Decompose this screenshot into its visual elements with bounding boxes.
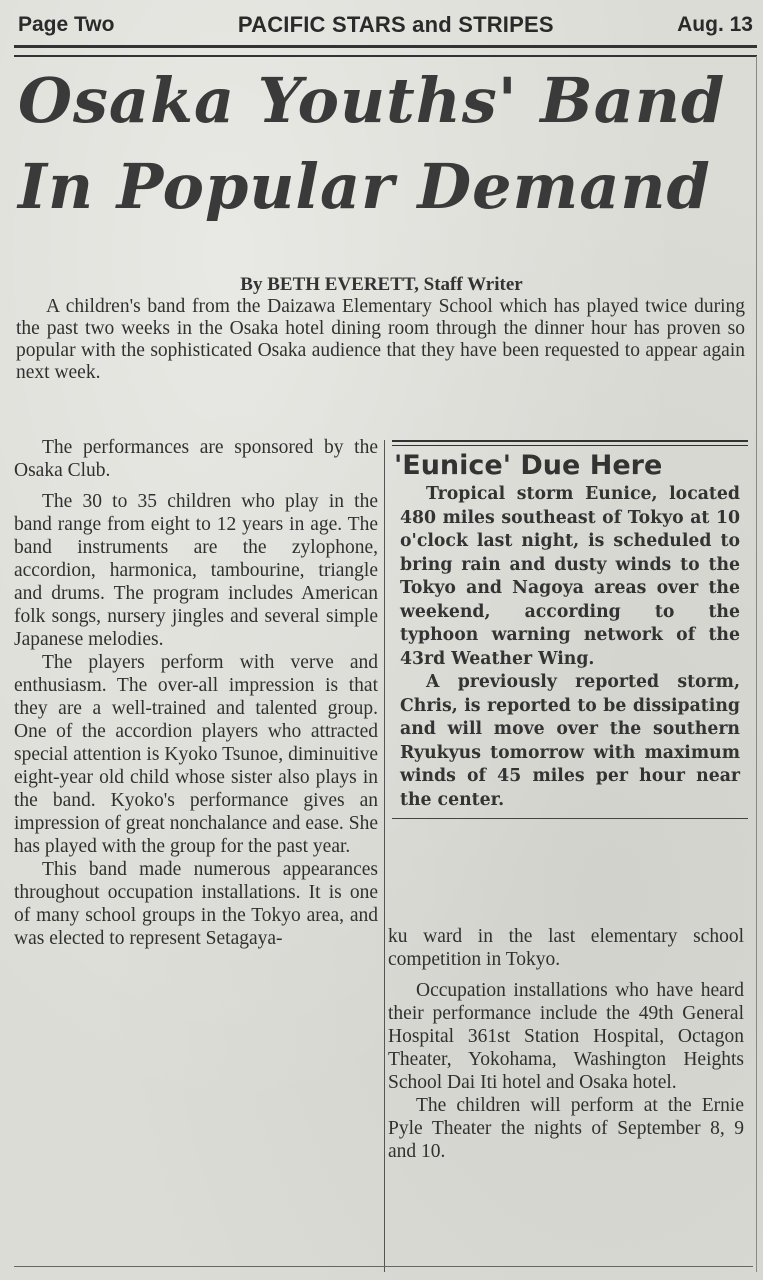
headline-line-2: In Popular Demand <box>18 150 711 223</box>
byline: By BETH EVERETT, Staff Writer <box>240 274 523 295</box>
masthead <box>14 6 757 44</box>
column-divider <box>384 440 385 1272</box>
right-border <box>756 56 757 1272</box>
right-column <box>388 925 744 1163</box>
sidebar-box <box>392 440 748 819</box>
newspaper-name: PACIFIC STARS and STRIPES <box>237 12 554 37</box>
lead-paragraph <box>16 296 745 384</box>
left-column <box>14 436 378 950</box>
article-paragraph: The children will perform at the Ernie Pyle Theater the nights of September 8, 9 and 10. <box>388 1095 744 1162</box>
page-number: Page Two <box>18 13 115 36</box>
sidebar-body <box>392 483 748 812</box>
bottom-rule <box>14 1266 753 1267</box>
sidebar-top-rule <box>392 440 748 446</box>
article-paragraph: ku ward in the last elementary school competition in Tokyo. <box>388 926 744 970</box>
headline-line-1: Osaka Youths' Band <box>18 64 726 137</box>
lead-text: A children's band from the Daizawa Elementary School which has played twice during the past two weeks in the Osaka hotel dining room through the dinner hour has proven so popular with the sophisticated Osaka audience that they have been requested to appear again next week. <box>16 296 745 383</box>
sidebar-paragraph: A previously reported storm, Chris, is reported to be dissipating and will move over the southern Ryukyus tomorrow with maximum winds of 45 miles per hour near the center. <box>400 672 740 810</box>
sidebar-paragraph: Tropical storm Eunice, located 480 miles southeast of Tokyo at 10 o'clock last night, is scheduled to bring rain and dusty winds to the Tokyo and Nagoya areas over the weekend, according to the typhoon warning network of the 43rd Weather Wing. <box>400 484 740 669</box>
masthead-rule <box>14 45 757 57</box>
headline <box>18 58 755 230</box>
article-paragraph: The 30 to 35 children who play in the band range from eight to 12 years in age. The band instruments are the zylophone, accordion, harmonica, tambourine, triangle and drums. The program includes American folk songs, nursery jingles and several simple Japanese melodies. <box>14 491 378 650</box>
article-paragraph: The players perform with verve and enthusiasm. The over-all impression is that they are a well-trained and talented group. One of the accordion players who attracted special attention is Kyoko Tsunoe, diminuitive eight-year old child whose sister also plays in the band. Kyoko's performance gives an impression of great nonchalance and ease. She has played with the group for the past year. <box>14 652 378 857</box>
sidebar-title: 'Eunice' Due Here <box>394 450 663 481</box>
sidebar-bottom-rule <box>392 818 748 819</box>
issue-date: Aug. 13 <box>677 13 753 36</box>
article-paragraph: The performances are sponsored by the Osaka Club. <box>14 437 378 481</box>
article-paragraph: This band made numerous appearances throughout occupation installations. It is one of many school groups in the Tokyo area, and was elected to represent Setagaya- <box>14 859 378 949</box>
article-paragraph: Occupation installations who have heard their performance include the 49th General Hospital 361st Station Hospital, Octagon Theater, Yokohama, Washington Heights School Dai Iti hotel and Osaka hotel. <box>388 980 744 1093</box>
